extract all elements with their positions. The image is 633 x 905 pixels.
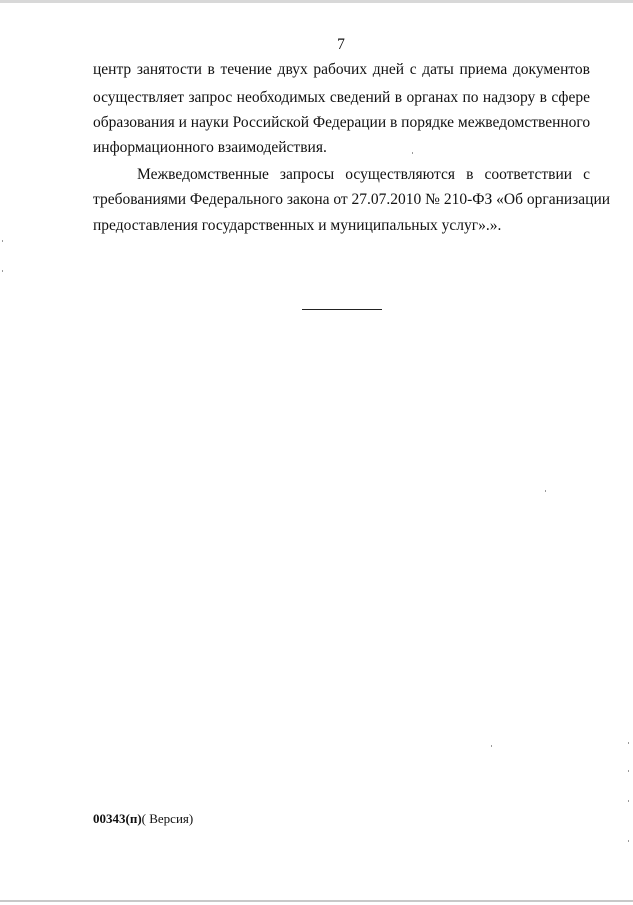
scan-speck xyxy=(628,742,629,744)
scan-speck xyxy=(628,770,629,772)
paragraph-1-line-3: образования и науки Российской Федерации в порядке межведомственного xyxy=(93,114,591,131)
paragraph-2-line-3: предоставления государственных и муниципальных услуг».». xyxy=(93,217,502,234)
paragraph-1-line-4: информационного взаимодействия. xyxy=(93,139,327,156)
footer-code: 00343(п) xyxy=(93,811,142,826)
footer-document-code xyxy=(93,810,193,828)
scan-speck xyxy=(412,152,413,154)
scan-speck xyxy=(2,270,3,272)
scan-speck xyxy=(628,800,629,802)
scan-top-edge xyxy=(0,0,633,3)
scan-speck xyxy=(628,840,629,842)
paragraph-2-line-2: требованиями Федерального закона от 27.07.2010 № 210-ФЗ «Об организации xyxy=(93,191,611,208)
separator-line xyxy=(302,309,382,310)
scan-bottom-edge xyxy=(0,900,633,902)
paragraph-1-line-1: центр занятости в течение двух рабочих дней с даты приема документов xyxy=(93,61,590,78)
page-number: 7 xyxy=(337,36,345,53)
scan-speck xyxy=(491,745,492,747)
scan-speck xyxy=(545,490,546,492)
paragraph-1-line-2: осуществляет запрос необходимых сведений в органах по надзору в сфере xyxy=(93,89,590,106)
footer-version-label: ( Версия) xyxy=(141,811,194,826)
scan-speck xyxy=(2,240,3,242)
paragraph-2-line-1: Межведомственные запросы осуществляются в соответствии с xyxy=(137,166,590,183)
